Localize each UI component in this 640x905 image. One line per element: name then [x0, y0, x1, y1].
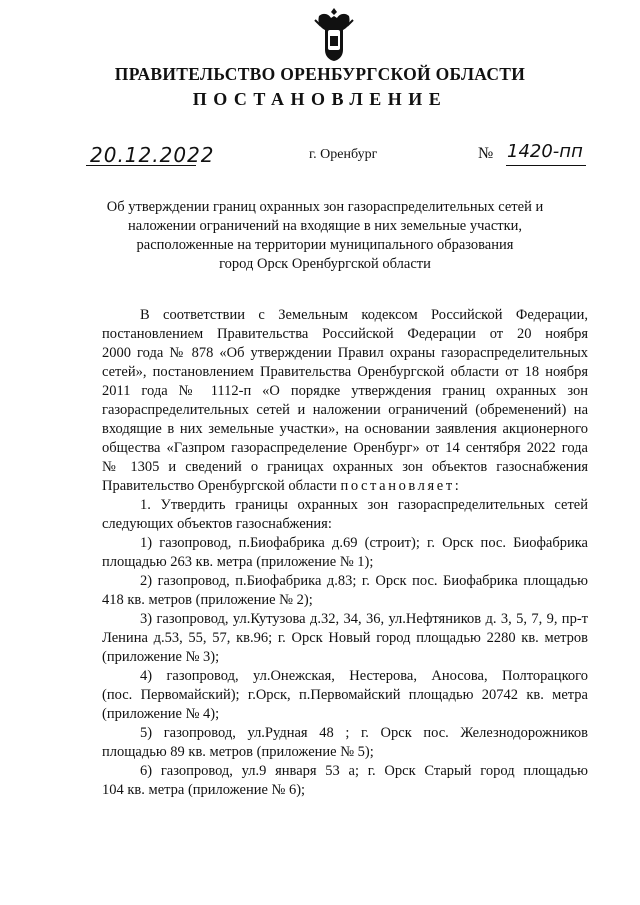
city: г. Оренбург [309, 147, 378, 162]
list-item-line: 6) газопровод, ул.9 января 53 а; г. Орск Старый город площадью [140, 763, 588, 779]
document-meta [0, 143, 640, 169]
body-line: 2011 года № 1112-п «О порядке утверждения границ охранных зон [102, 383, 588, 399]
body-line: газораспределительных сетей и наложении ограничений (обременений) на [102, 402, 588, 418]
date-underline [86, 165, 196, 166]
body-line: В соответствии с Земельным кодексом Российской Федерации, [140, 307, 588, 323]
number-label: № [478, 145, 494, 162]
document-number: 1420-пп [507, 141, 583, 162]
government-name: ПРАВИТЕЛЬСТВО ОРЕНБУРГСКОЙ ОБЛАСТИ [114, 64, 526, 84]
list-item-line: (приложение № 4); [102, 706, 220, 722]
body-line: № 1305 и сведений о границах охранных зон объектов газоснабжения [102, 459, 588, 475]
body-line: следующих объектов газоснабжения: [102, 516, 332, 532]
list-item-line: Ленина д.53, 55, 57, кв.96; г. Орск Новый город площадью 2280 кв. метров [102, 630, 588, 646]
list-item-line: 3) газопровод, ул.Кутузова д.32, 34, 36, ул.Нефтяников д. 3, 5, 7, 9, пр-т [140, 611, 588, 627]
list-item-line: (пос. Первомайский); г.Орск, п.Первомайский площадью 20742 кв. метра [102, 687, 588, 703]
document-subject [90, 198, 560, 274]
list-item-line: 1) газопровод, п.Биофабрика д.69 (строит); г. Орск пос. Биофабрика [140, 535, 588, 551]
list-item-line: 4) газопровод, ул.Онежская, Нестерова, Аносова, Полторацкого [140, 668, 588, 684]
body-line: входящие в них земельные участки», на основании заявления акционерного [102, 421, 588, 437]
list-item-line: 418 кв. метров (приложение № 2); [102, 592, 313, 608]
coat-of-arms-emblem [313, 6, 355, 62]
resolve-word: постановляет: [340, 478, 462, 494]
list-item-line: 2) газопровод, п.Биофабрика д.83; г. Орск пос. Биофабрика площадью [140, 573, 588, 589]
document-date: 20.12.2022 [90, 143, 215, 167]
body-line: сетей», постановлением Правительства Оренбургской области от 18 ноября [102, 364, 588, 380]
subject-line: город Орск Оренбургской области [219, 256, 431, 272]
resolve-prefix: Правительство Оренбургской области [102, 478, 341, 494]
list-item-line: площадью 89 кв. метров (приложение № 5); [102, 744, 374, 760]
body-line: 2000 года № 878 «Об утверждении Правил охраны газораспределительных [102, 345, 588, 361]
list-item-line: площадью 263 кв. метра (приложение № 1); [102, 554, 374, 570]
list-item-line: (приложение № 3); [102, 649, 220, 665]
document-type: ПОСТАНОВЛЕНИЕ [192, 89, 448, 109]
document-body [102, 306, 588, 800]
body-line: 1. Утвердить границы охранных зон газораспределительных сетей [140, 497, 588, 513]
subject-line: Об утверждении границ охранных зон газораспределительных сетей и [106, 199, 544, 215]
body-line: постановлением Правительства Российской Федерации от 20 ноября [102, 326, 588, 342]
body-line: общества «Газпром газораспределение Оренбург» от 14 сентября 2022 года [102, 440, 588, 456]
number-underline [506, 165, 586, 166]
list-item-line: 5) газопровод, ул.Рудная 48 ; г. Орск пос. Железнодорожников [140, 725, 588, 741]
subject-line: расположенные на территории муниципального образования [136, 237, 514, 253]
list-item-line: 104 кв. метра (приложение № 6); [102, 782, 306, 798]
resolve-line [102, 477, 588, 496]
subject-line: наложении ограничений на входящие в них земельные участки, [127, 218, 523, 234]
